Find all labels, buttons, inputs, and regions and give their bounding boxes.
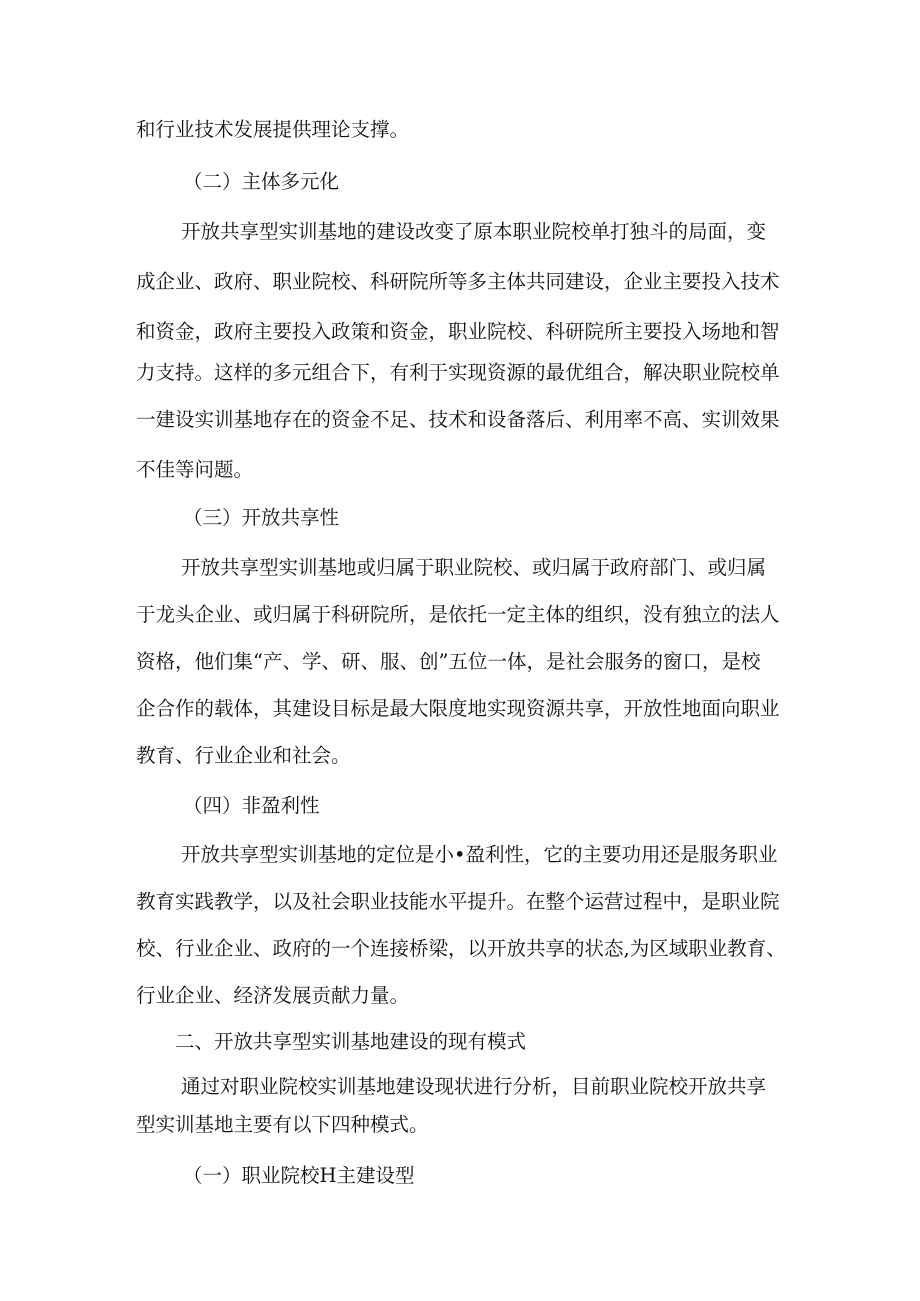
body-line: 不佳等问题。: [136, 458, 254, 481]
body-line: 一建设实训基地存在的资金不足、技术和设备落后、利用率不高、实训效果: [136, 408, 780, 431]
body-line: 开放共享型实训基地的定位是小•盈利性，它的主要功用还是服务职业: [181, 843, 778, 866]
body-line: 开放共享型实训基地或归属于职业院校、或归属于政府部门、或归属: [181, 556, 767, 579]
body-line: 力支持。这样的多元组合下，有利于实现资源的最优组合，解决职业院校单: [136, 361, 780, 384]
body-line: 行业企业、经济发展贡献力量。: [136, 984, 410, 1007]
section-heading: （一）职业院校H主建设型: [183, 1164, 415, 1187]
body-line: 教育、行业企业和社会。: [136, 744, 351, 767]
body-line: 通过对职业院校实训基地建设现状进行分析，目前职业院校开放共享: [181, 1075, 767, 1098]
body-line: 和行业技术发展提供理论支撑。: [136, 118, 410, 141]
body-line: 和资金，政府主要投入政策和资金，职业院校、科研院所主要投入场地和智: [136, 320, 780, 343]
chapter-heading: 二、开放共享型实训基地建设的现有模式: [175, 1030, 527, 1053]
body-line: 开放共享型实训基地的建设改变了原本职业院校单打独斗的局面，变: [181, 220, 767, 243]
body-line: 资格，他们集“产、学、研、服、创”五位一体，是社会服务的窗口，是校: [136, 650, 761, 673]
section-heading: （二）主体多元化: [183, 170, 340, 193]
body-line: 企合作的载体，其建设目标是最大限度地实现资源共享，开放性地面向职业: [136, 697, 780, 720]
body-line: 校、行业企业、政府的一个连接桥梁，以开放共享的状态,为区域职业教育、: [136, 937, 786, 960]
body-line: 于龙头企业、或归属于科研院所，是依托一定主体的组织，没有独立的法人: [136, 603, 780, 626]
body-line: 型实训基地主要有以下四种模式。: [136, 1113, 429, 1136]
body-line: 教育实践教学，以及社会职业技能水平提升。在整个运营过程中，是职业院: [136, 890, 780, 913]
section-heading: （四）非盈利性: [183, 794, 320, 817]
body-line: 成企业、政府、职业院校、科研院所等多主体共同建设，企业主要投入技术: [136, 270, 780, 293]
section-heading: （三）开放共享性: [183, 506, 340, 529]
